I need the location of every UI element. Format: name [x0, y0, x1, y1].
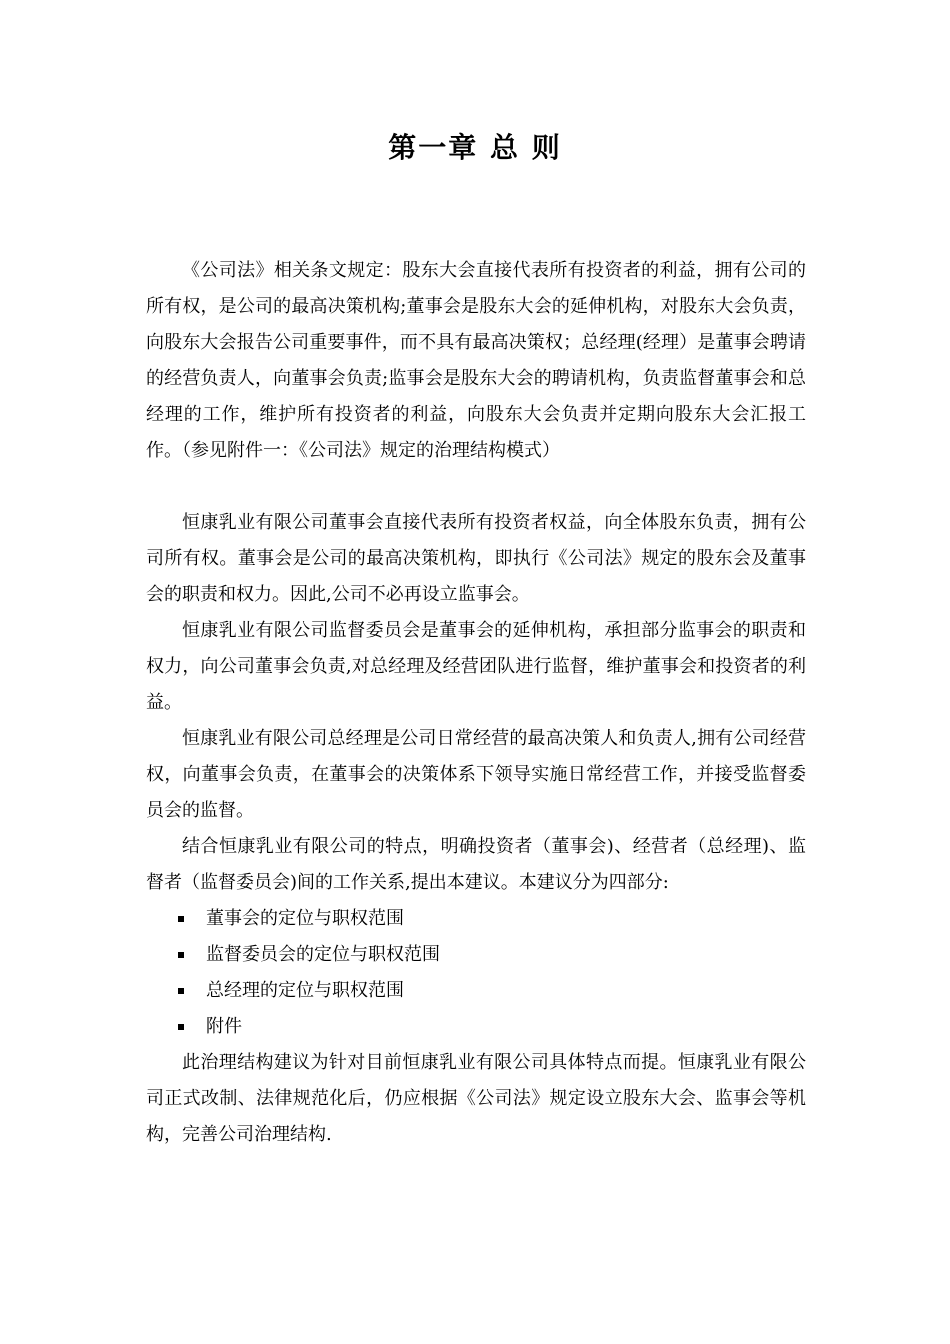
list-item-label: 董事会的定位与职权范围 — [206, 908, 404, 929]
square-bullet-icon — [178, 916, 184, 922]
list-item-label: 总经理的定位与职权范围 — [206, 980, 404, 1001]
list-item-label: 监督委员会的定位与职权范围 — [206, 944, 440, 965]
paragraph-board: 恒康乳业有限公司董事会直接代表所有投资者权益，向全体股东负责，拥有公司所有权。董事会是公司的最高决策机构，即执行《公司法》规定的股东会及董事会的职责和权力。因此,公司不必再设立监事会。 — [146, 512, 806, 605]
list-item — [146, 973, 806, 1009]
square-bullet-icon — [178, 952, 184, 958]
list-item — [146, 937, 806, 973]
list-item-label: 附件 — [206, 1016, 242, 1037]
chapter-title: 第一章 总 则 — [388, 131, 562, 164]
list-item — [146, 1009, 806, 1045]
section-list — [146, 901, 806, 1045]
paragraph-closing: 此治理结构建议为针对目前恒康乳业有限公司具体特点而提。恒康乳业有限公司正式改制、法律规范化后，仍应根据《公司法》规定设立股东大会、监事会等机构，完善公司治理结构. — [146, 1052, 806, 1145]
paragraph-proposal-intro: 结合恒康乳业有限公司的特点，明确投资者（董事会)、经营者（总经理)、监督者（监督委员会)间的工作关系,提出本建议。本建议分为四部分: — [146, 836, 806, 893]
square-bullet-icon — [178, 1024, 184, 1030]
paragraph-company-law: 《公司法》相关条文规定：股东大会直接代表所有投资者的利益，拥有公司的所有权，是公司的最高决策机构;董事会是股东大会的延伸机构，对股东大会负责，向股东大会报告公司重要事件，而不具有最高决策权；总经理(经理）是董事会聘请的经营负责人，向董事会负责;监事会是股东大会的聘请机构，负责监督董事会和总经理的工作，维护所有投资者的利益，向股东大会负责并定期向股东大会汇报工作。（参见附件一：《公司法》规定的治理结构模式） — [146, 260, 806, 461]
intro-section — [146, 253, 806, 469]
square-bullet-icon — [178, 988, 184, 994]
paragraph-general-manager: 恒康乳业有限公司总经理是公司日常经营的最高决策人和负责人,拥有公司经营权，向董事会负责，在董事会的决策体系下领导实施日常经营工作，并接受监督委员会的监督。 — [146, 728, 806, 821]
list-item — [146, 901, 806, 937]
paragraph-supervisory-committee: 恒康乳业有限公司监督委员会是董事会的延伸机构，承担部分监事会的职责和权力，向公司董事会负责,对总经理及经营团队进行监督，维护董事会和投资者的利益。 — [146, 620, 806, 713]
governance-section — [146, 505, 806, 1153]
